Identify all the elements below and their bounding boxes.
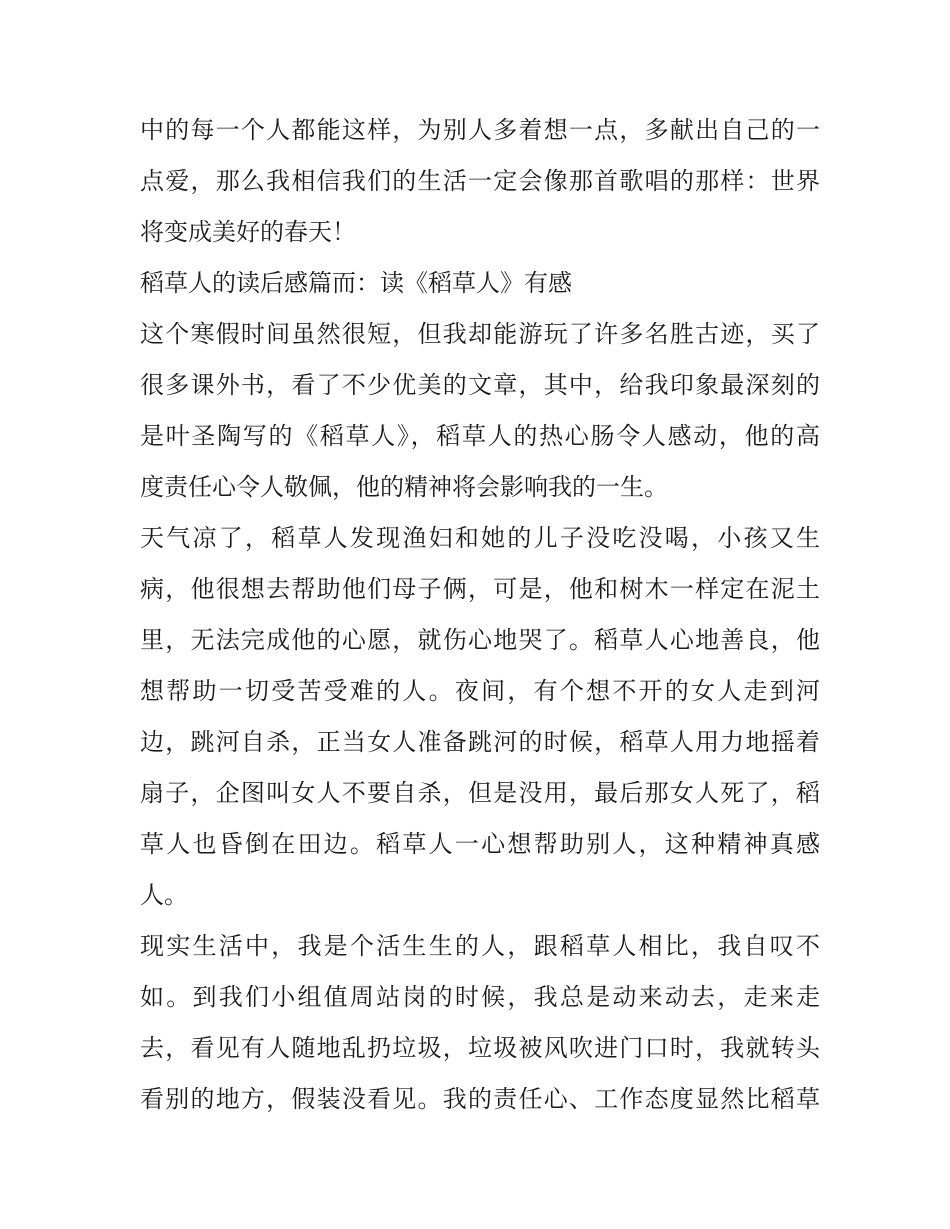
text-line: 边，跳河自杀，正当女人准备跳河的时候，稻草人用力地摇着: [140, 728, 820, 756]
text-line: 点爱，那么我相信我们的生活一定会像那首歌唱的那样：世界: [140, 167, 820, 195]
text-line: 看别的地方，假装没看见。我的责任心、工作态度显然比稻草: [140, 1085, 820, 1113]
text-line: 去，看见有人随地乱扔垃圾，垃圾被风吹进门口时，我就转头: [140, 1034, 820, 1062]
text-line: 天气凉了，稻草人发现渔妇和她的儿子没吃没喝，小孩又生: [140, 524, 820, 552]
text-line: 度责任心令人敬佩，他的精神将会影响我的一生。: [140, 473, 668, 501]
text-line: 中的每一个人都能这样，为别人多着想一点，多献出自己的一: [140, 116, 820, 144]
text-line: 病，他很想去帮助他们母子俩，可是，他和树木一样定在泥土: [140, 575, 820, 603]
text-line: 如。到我们小组值周站岗的时候，我总是动来动去，走来走: [140, 983, 820, 1011]
text-line: 里，无法完成他的心愿，就伤心地哭了。稻草人心地善良，他: [140, 626, 820, 654]
text-line: 人。: [140, 881, 188, 909]
text-line: 想帮助一切受苦受难的人。夜间，有个想不开的女人走到河: [140, 677, 820, 705]
text-line: 很多课外书，看了不少优美的文章，其中，给我印象最深刻的: [140, 371, 820, 399]
document-body: [140, 105, 820, 1125]
text-line: 是叶圣陶写的《稻草人》，稻草人的热心肠令人感动，他的高: [140, 422, 820, 450]
text-line: 这个寒假时间虽然很短，但我却能游玩了许多名胜古迹，买了: [140, 320, 820, 348]
text-line: 现实生活中，我是个活生生的人，跟稻草人相比，我自叹不: [140, 932, 820, 960]
text-line: 草人也昏倒在田边。稻草人一心想帮助别人，这种精神真感: [140, 830, 820, 858]
text-line: 稻草人的读后感篇而：读《稻草人》有感: [140, 269, 572, 297]
text-line: 将变成美好的春天！: [140, 218, 356, 246]
text-line: 扇子，企图叫女人不要自杀，但是没用，最后那女人死了，稻: [140, 779, 820, 807]
